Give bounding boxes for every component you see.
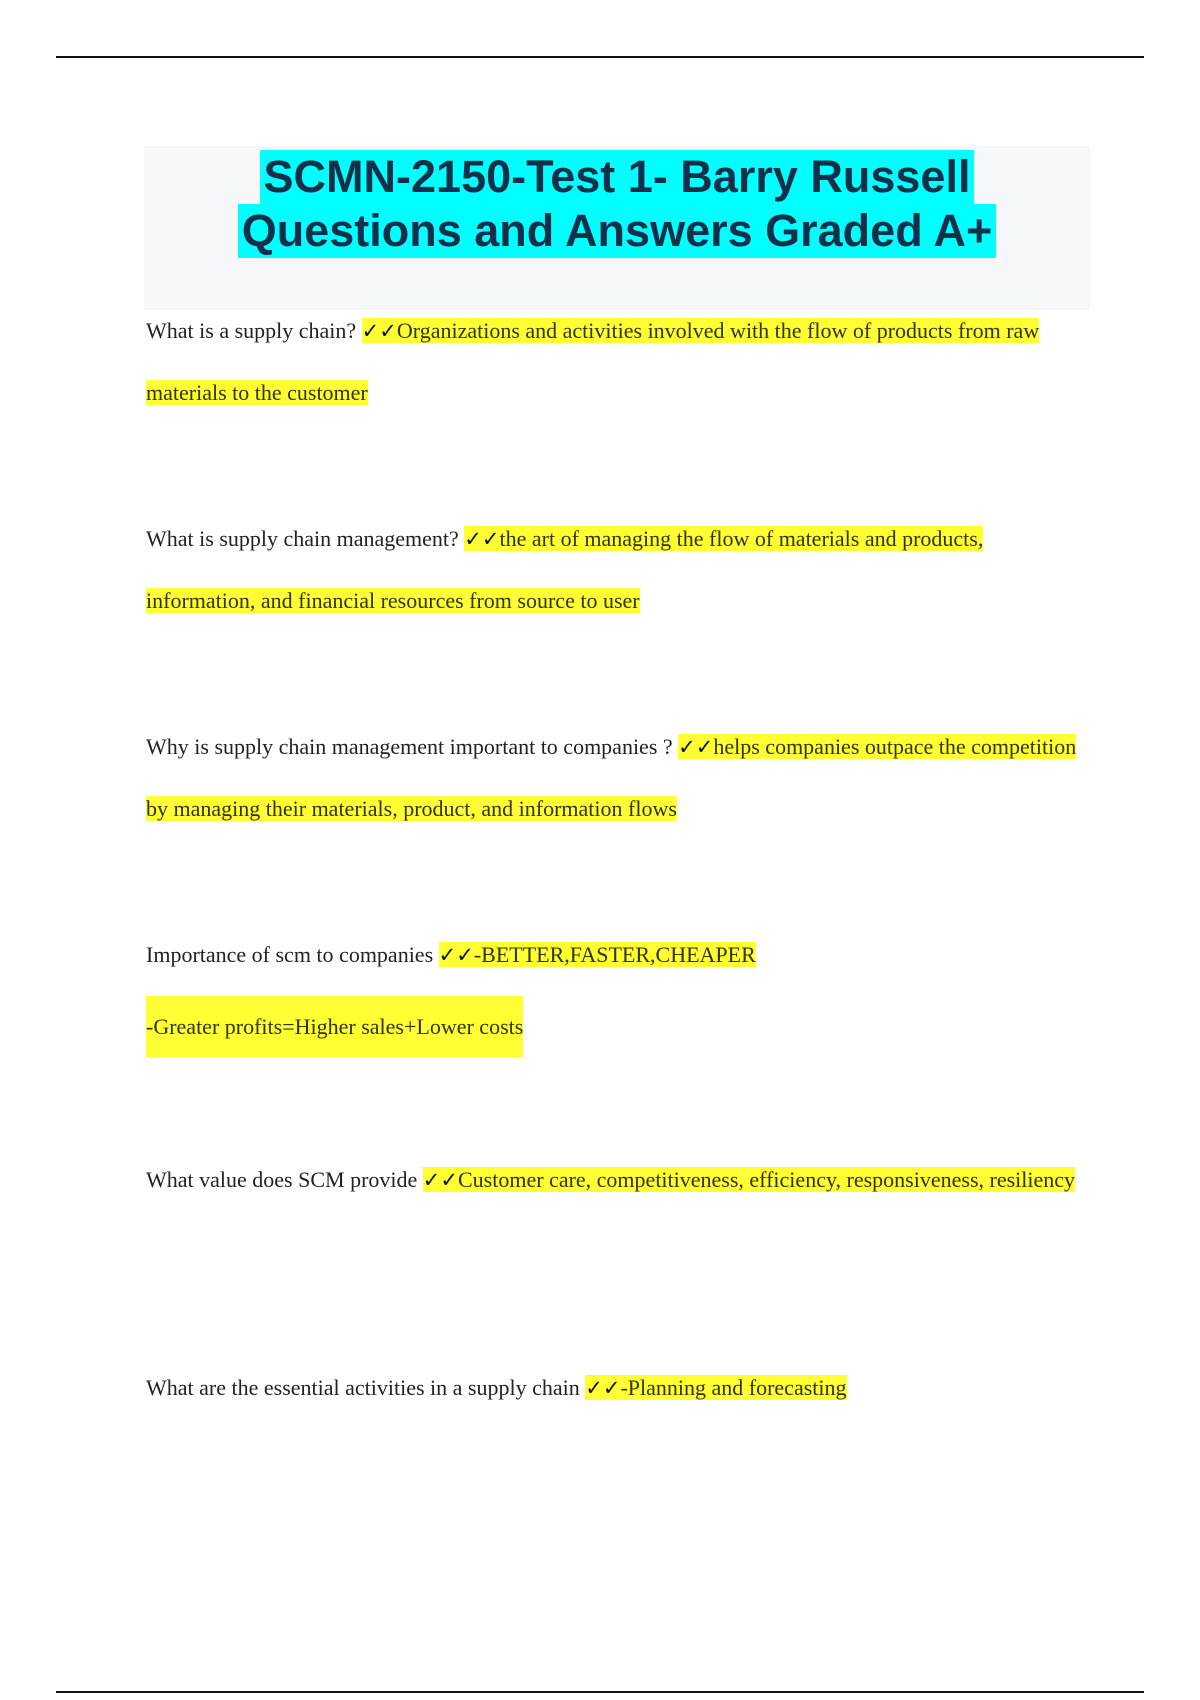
- double-check-icon: ✓✓: [464, 527, 500, 551]
- answer-text: Organizations and activities involved with the flow of products from raw materials to the customer: [146, 318, 1040, 405]
- question-text: What is a supply chain?: [146, 318, 362, 343]
- qa-item-4: [146, 924, 1096, 1057]
- double-check-icon: ✓✓: [361, 319, 397, 343]
- double-check-icon: ✓✓: [585, 1376, 621, 1400]
- answer-text: helps companies outpace the competition by managing their materials, product, and information flows: [146, 734, 1077, 821]
- double-check-icon: ✓✓: [678, 735, 714, 759]
- qa-item-5: [146, 1149, 1096, 1211]
- question-text: Importance of scm to companies: [146, 942, 439, 967]
- double-check-icon: ✓✓: [422, 1168, 458, 1192]
- answer-text: -BETTER,FASTER,CHEAPER: [473, 942, 756, 967]
- document-title: [144, 146, 1090, 310]
- question-text: What is supply chain management?: [146, 526, 465, 551]
- title-line-1: SCMN-2150-Test 1- Barry Russell: [260, 150, 975, 204]
- qa-item-3: [146, 716, 1096, 839]
- answer-second-line: -Greater profits=Higher sales+Lower costs: [146, 996, 523, 1057]
- qa-item-2: [146, 508, 1096, 631]
- answer-highlight: [585, 1375, 846, 1400]
- top-rule: [56, 56, 1144, 58]
- bottom-rule: [56, 1691, 1144, 1693]
- question-text: Why is supply chain management important to companies ?: [146, 734, 679, 759]
- question-text: What are the essential activities in a supply chain: [146, 1375, 586, 1400]
- question-text: What value does SCM provide: [146, 1167, 423, 1192]
- answer-text: -Planning and forecasting: [620, 1375, 847, 1400]
- answer-highlight: [439, 942, 756, 967]
- answer-text: the art of managing the flow of materials and products, information, and financial resources from source to user: [146, 526, 984, 613]
- answer-text: Customer care, competitiveness, efficiency, responsiveness, resiliency: [458, 1167, 1076, 1192]
- answer-highlight: [423, 1167, 1075, 1192]
- double-check-icon: ✓✓: [438, 943, 474, 967]
- title-line-2: Questions and Answers Graded A+: [238, 204, 997, 258]
- qa-item-6: [146, 1357, 1096, 1419]
- qa-item-1: [146, 300, 1096, 423]
